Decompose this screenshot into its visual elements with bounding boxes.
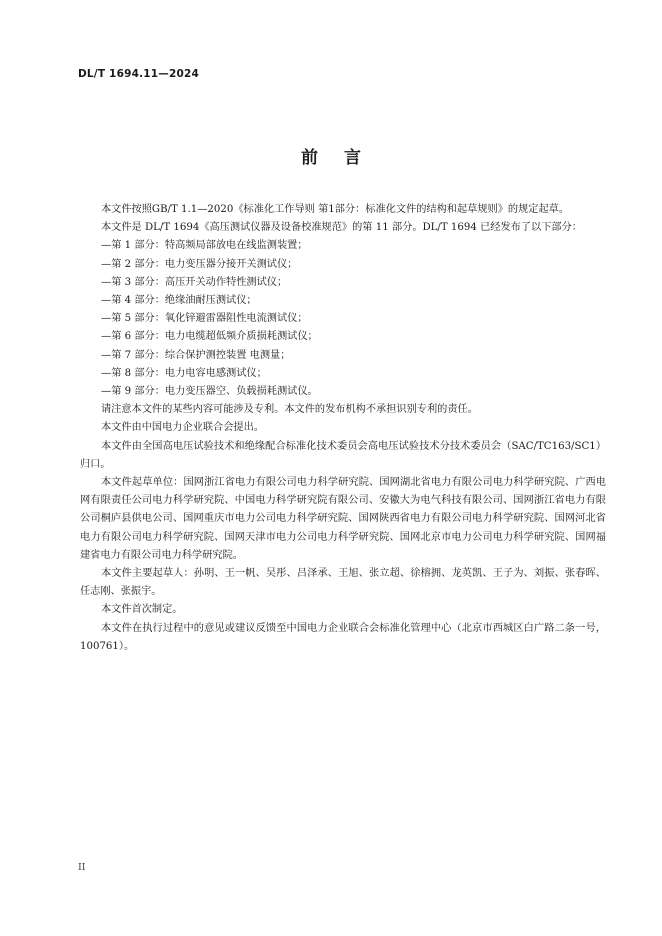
paragraph-drafting-rules: 本文件按照GB/T 1.1—2020《标准化工作导则 第1部分：标准化文件的结构和起草规则》的规定起草。 (101, 204, 570, 215)
list-item-part-7: —第 7 部分：综合保护测控装置 电测量； (101, 349, 291, 361)
list-item-part-6: —第 6 部分：电力电缆超低频介质损耗测试仪； (101, 331, 318, 343)
list-item-part-8: —第 8 部分：电力电容电感测试仪； (101, 367, 267, 379)
list-item-part-3: —第 3 部分：高压开关动作特性测试仪； (101, 276, 288, 288)
paragraph-patent-notice: 请注意本文件的某些内容可能涉及专利。本文件的发布机构不承担识别专利的责任。 (101, 404, 478, 416)
list-item-part-9: —第 9 部分：电力变压器空、负载损耗测试仪。 (101, 386, 318, 398)
list-item-part-1: —第 1 部分：特高频局部放电在线监测装置； (101, 240, 308, 252)
document-code: DL/T 1694.11—2024 (78, 68, 200, 80)
list-item-part-4: —第 4 部分：绝缘油耐压测试仪； (101, 295, 257, 307)
page-title: 前言 (301, 148, 387, 168)
paragraph-first-edition: 本文件首次制定。 (101, 604, 183, 616)
paragraph-drafting-units: 本文件起草单位：国网浙江省电力有限公司电力科学研究院、国网湖北省电力有限公司电力科学研究院、广西电网有限责任公司电力科学研究院、中国电力科学研究院有限公司、安徽大为电气科技有限公司、国网浙江省电力有限公司桐庐县供电公司、国网重庆市电力公司电力科学研究院、国网陕西省电力有限公司电力科学研究院、国网河北省电力有限公司电力科学研究院、国网天津市电力公司电力科学研究院、国网北京市电力公司电力科学研究院、国网福建省电力有限公司电力科学研究院。 (80, 477, 606, 561)
paragraph-drafters: 本文件主要起草人：孙明、王一帆、吴彤、吕泽承、王旭、张立超、徐榕拥、龙英凯、王子为、刘振、张春晖、任志刚、张振宇。 (80, 568, 606, 598)
list-item-part-2: —第 2 部分：电力变压器分接开关测试仪； (101, 258, 298, 270)
list-item-part-5: —第 5 部分：氧化锌避雷器阻性电流测试仪； (101, 313, 308, 325)
page-number: II (78, 862, 86, 873)
paragraph-feedback: 本文件在执行过程中的意见或建议反馈至中国电力企业联合会标准化管理中心（北京市西城区白广路二条一号，100761）。 (80, 622, 606, 652)
paragraph-series-intro: 本文件是 DL/T 1694《高压测试仪器及设备校准规范》的第 11 部分。DL/T 1694 已经发布了以下部分： (101, 222, 582, 234)
paragraph-proposer: 本文件由中国电力企业联合会提出。 (101, 422, 264, 434)
foreword-body (80, 201, 606, 656)
paragraph-technical-committee: 本文件由全国高电压试验技术和绝缘配合标准化技术委员会高电压试验技术分技术委员会（SAC/TC163/SC1）归口。 (80, 440, 606, 470)
